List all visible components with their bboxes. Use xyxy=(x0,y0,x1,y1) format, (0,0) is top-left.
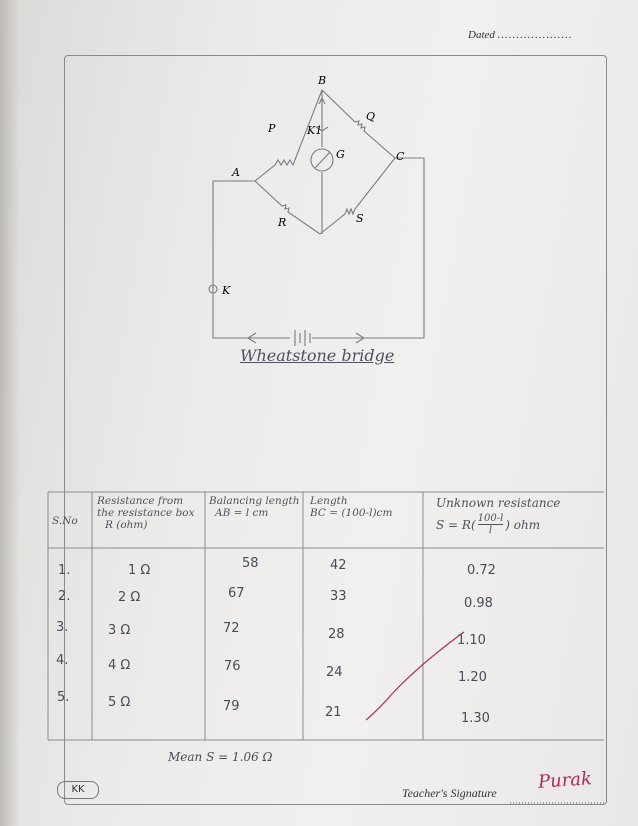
formula-numerator: 100-l xyxy=(477,513,504,524)
header-length-line2: BC = (100-l)cm xyxy=(310,507,393,519)
header-balancing-length xyxy=(209,495,299,519)
cell-length-bc: 42 xyxy=(330,558,347,573)
header-balancing-line2: AB = l cm xyxy=(215,507,269,519)
cell-resistance: 1 Ω xyxy=(128,563,151,578)
cell-sno: 5. xyxy=(57,690,70,705)
diagram-caption: Wheatstone bridge xyxy=(240,346,395,365)
header-resistance-line2: the resistance box xyxy=(97,507,195,519)
cell-resistance: 3 Ω xyxy=(108,623,131,638)
cell-length-bc: 24 xyxy=(326,665,343,680)
header-length-line1: Length xyxy=(310,495,348,507)
label-G: G xyxy=(336,148,345,161)
teacher-check-mark xyxy=(366,632,464,720)
cell-balancing-length: 67 xyxy=(228,586,245,601)
cell-balancing-length: 79 xyxy=(223,699,240,714)
formula-fraction xyxy=(478,513,504,536)
label-P: P xyxy=(268,122,276,135)
cell-unknown-resistance: 1.20 xyxy=(458,670,487,685)
mean-result: Mean S = 1.06 Ω xyxy=(168,750,273,764)
cell-resistance: 5 Ω xyxy=(108,695,131,710)
cell-sno: 2. xyxy=(58,589,71,604)
cell-unknown-resistance: 0.72 xyxy=(467,563,496,578)
label-Q: Q xyxy=(366,110,376,123)
cell-unknown-resistance: 1.10 xyxy=(457,633,486,648)
cell-balancing-length: 72 xyxy=(223,621,240,636)
signature-dotted-line xyxy=(510,800,606,806)
cell-sno: 3. xyxy=(56,620,69,635)
formula-suffix: ) ohm xyxy=(505,517,541,532)
label-K1: K1 xyxy=(307,124,323,137)
header-sno: S.No xyxy=(52,515,78,527)
label-A: A xyxy=(232,166,240,179)
formula-prefix: S = R( xyxy=(436,517,476,532)
teacher-signature-label: Teacher's Signature xyxy=(402,786,497,800)
cell-resistance: 4 Ω xyxy=(108,658,131,673)
header-unknown-line1: Unknown resistance xyxy=(436,496,561,510)
header-resistance-line1: Resistance from xyxy=(97,495,184,507)
header-length-bc xyxy=(310,495,392,519)
label-K: K xyxy=(222,284,231,297)
teacher-signature: Purak xyxy=(537,768,593,793)
header-balancing-line1: Balancing length xyxy=(209,495,300,507)
cell-balancing-length: 58 xyxy=(242,556,259,571)
cell-sno: 1. xyxy=(58,563,71,578)
header-formula xyxy=(436,513,560,536)
label-S: S xyxy=(356,212,364,225)
cell-length-bc: 33 xyxy=(330,589,347,604)
label-B: B xyxy=(318,74,327,87)
label-R: R xyxy=(278,216,287,229)
cell-resistance: 2 Ω xyxy=(118,590,141,605)
label-C: C xyxy=(396,150,405,163)
header-unknown-resistance xyxy=(436,497,560,536)
dated-label: Dated xyxy=(468,29,495,41)
cell-unknown-resistance: 1.30 xyxy=(461,711,490,726)
header-resistance xyxy=(97,495,195,531)
cell-unknown-resistance: 0.98 xyxy=(464,596,493,611)
formula-denominator: l xyxy=(488,525,493,536)
cell-sno: 4. xyxy=(56,653,69,668)
cell-length-bc: 21 xyxy=(325,705,342,720)
header-resistance-line3: R (ohm) xyxy=(105,519,148,531)
cell-balancing-length: 76 xyxy=(224,659,241,674)
cell-length-bc: 28 xyxy=(328,627,345,642)
dated-dots: .................... xyxy=(497,29,573,41)
initials-badge: KK xyxy=(57,781,99,799)
